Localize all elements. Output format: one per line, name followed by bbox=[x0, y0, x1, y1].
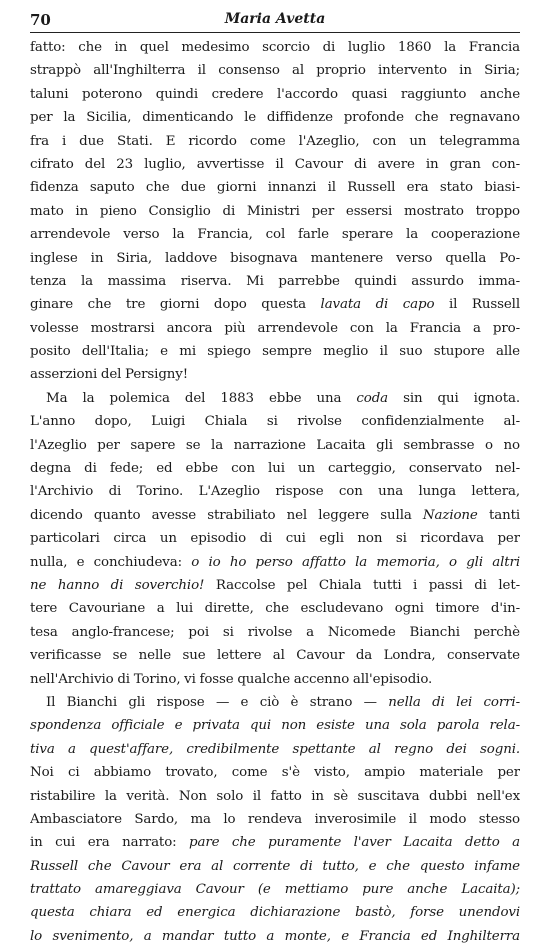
text-line bbox=[30, 363, 520, 386]
text-line bbox=[30, 83, 520, 106]
text-run: volesse mostrarsi ancora più arrendevole con la Francia a pro- bbox=[30, 320, 520, 336]
text-line bbox=[30, 831, 520, 854]
text-line bbox=[30, 691, 520, 714]
text-line bbox=[30, 457, 520, 480]
text-run: cifrato del 23 luglio, avvertisse il Cavour di avere in gran con- bbox=[30, 156, 520, 172]
text-run: ristabilire la verità. Non solo il fatto in sè suscitava dubbi nell'ex bbox=[30, 788, 520, 804]
text-line bbox=[30, 200, 520, 223]
text-line bbox=[30, 36, 520, 59]
text-line bbox=[30, 551, 520, 574]
text-line bbox=[30, 480, 520, 503]
text-run: strappò all'Inghilterra il consenso al proprio intervento in Siria; bbox=[30, 63, 520, 79]
text-run: fidenza saputo che due giorni innanzi il Russell era stato biasi- bbox=[30, 180, 520, 196]
text-line bbox=[30, 574, 520, 597]
text-run: posito dell'Italia; e mi spiego sempre meglio il suo stupore alle bbox=[30, 344, 520, 360]
text-line bbox=[30, 761, 520, 784]
text-run: tenza la massima riserva. Mi parrebbe quindi assurdo imma- bbox=[30, 273, 520, 289]
text-run: fatto: che in quel medesimo scorcio di luglio 1860 la Francia bbox=[30, 40, 520, 55]
text-line bbox=[30, 434, 520, 457]
text-line bbox=[30, 176, 520, 199]
text-run: arrendevole verso la Francia, col farle sperare la cooperazione bbox=[30, 227, 520, 243]
italic-text-run: o io ho perso affatto la memoria, o gli altri bbox=[191, 554, 520, 570]
text-run: tesa anglo-francese; poi si rivolse a Nicomede Bianchi perchè bbox=[30, 624, 520, 640]
running-title: Maria Avetta bbox=[224, 11, 326, 27]
text-line bbox=[30, 293, 520, 316]
text-line bbox=[30, 270, 520, 293]
italic-text-run: Russell che Cavour era al corrente di tutto, e che questo infame bbox=[30, 858, 520, 874]
text-run: degna di fede; ed ebbe con lui un carteggio, conservato nel- bbox=[30, 461, 520, 477]
text-line bbox=[30, 714, 520, 737]
text-line bbox=[30, 855, 520, 878]
text-run: Il Bianchi gli rispose — e ciò è strano — bbox=[46, 694, 389, 710]
page-number: 70 bbox=[30, 11, 51, 29]
text-line bbox=[30, 247, 520, 270]
text-line bbox=[30, 340, 520, 363]
text-run: L'anno dopo, Luigi Chiala si rivolse confidenzialmente al- bbox=[30, 414, 520, 430]
italic-text-run: lo svenimento, a mandar tutto a monte, e Francia ed Inghilterra bbox=[30, 928, 520, 944]
text-line bbox=[30, 527, 520, 550]
text-run: dicendo quanto avesse strabiliato nel leggere sulla bbox=[30, 507, 423, 523]
text-run: in cui era narrato: bbox=[30, 835, 190, 851]
text-run: nell'Archivio di Torino, vi fosse qualche accenno all'episodio. bbox=[30, 671, 433, 687]
text-line bbox=[30, 621, 520, 644]
italic-text-run: tiva a quest'affare, credibilmente spettante al regno dei sogni. bbox=[30, 741, 520, 757]
document-page bbox=[30, 8, 520, 948]
body-text bbox=[30, 36, 520, 948]
text-line bbox=[30, 153, 520, 176]
text-line bbox=[30, 597, 520, 620]
text-run: inglese in Siria, laddove bisognava mantenere verso quella Po- bbox=[30, 250, 520, 266]
text-run: ginare che tre giorni dopo questa bbox=[30, 297, 321, 313]
text-run: taluni poterono quindi credere l'accordo quasi raggiunto anche bbox=[30, 86, 520, 102]
text-line bbox=[30, 106, 520, 129]
text-run: asserzioni del Persigny! bbox=[30, 367, 189, 383]
italic-text-run: coda bbox=[356, 390, 389, 406]
text-line bbox=[30, 644, 520, 667]
text-line bbox=[30, 504, 520, 527]
text-line bbox=[30, 387, 520, 410]
text-line bbox=[30, 59, 520, 82]
text-run: il Russell bbox=[434, 297, 520, 313]
text-run: fra i due Stati. E ricordo come l'Azeglio, con un telegramma bbox=[30, 133, 520, 149]
running-header bbox=[30, 8, 520, 33]
text-run: particolari circa un episodio di cui egli non si ricordava per bbox=[30, 531, 520, 547]
text-run: tanti bbox=[477, 507, 520, 523]
text-line bbox=[30, 738, 520, 761]
text-line bbox=[30, 668, 520, 691]
text-line bbox=[30, 410, 520, 433]
text-line bbox=[30, 130, 520, 153]
italic-text-run: ne hanno di soverchio! bbox=[30, 577, 205, 593]
text-line bbox=[30, 878, 520, 901]
italic-text-run: lavata di capo bbox=[320, 297, 435, 313]
text-line bbox=[30, 223, 520, 246]
text-line bbox=[30, 925, 520, 948]
text-line bbox=[30, 901, 520, 924]
text-run: tere Cavouriane a lui dirette, che escludevano ogni timore d'in- bbox=[30, 601, 520, 617]
text-run: Ambasciatore Sardo, ma lo rendeva inverosimile il modo stesso bbox=[30, 811, 520, 827]
text-run: l'Archivio di Torino. L'Azeglio rispose con una lunga lettera, bbox=[30, 484, 520, 500]
text-run: mato in pieno Consiglio di Ministri per essersi mostrato troppo bbox=[30, 203, 520, 219]
italic-text-run: pare che puramente l'aver Lacaita detto a bbox=[189, 835, 520, 851]
text-run: sin qui ignota. bbox=[388, 390, 520, 406]
text-run: Noi ci abbiamo trovato, come s'è visto, ampio materiale per bbox=[30, 765, 520, 781]
italic-text-run: spondenza officiale e privata qui non esiste una sola parola rela- bbox=[30, 718, 520, 734]
italic-text-run: Nazione bbox=[422, 507, 478, 523]
text-run: Raccolse pel Chiala tutti i passi di let- bbox=[204, 577, 520, 593]
text-line bbox=[30, 317, 520, 340]
italic-text-run: nella di lei corri- bbox=[388, 694, 520, 710]
italic-text-run: trattato amareggiava Cavour (e mettiamo pure anche Lacaita); bbox=[30, 882, 520, 898]
italic-text-run: questa chiara ed energica dichiarazione bastò, forse unendovi bbox=[30, 905, 520, 921]
text-run: l'Azeglio per sapere se la narrazione Lacaita gli sembrasse o no bbox=[30, 437, 520, 453]
text-run: nulla, e conchiudeva: bbox=[30, 554, 192, 570]
text-run: Ma la polemica del 1883 ebbe una bbox=[46, 390, 357, 406]
text-line bbox=[30, 785, 520, 808]
text-line bbox=[30, 808, 520, 831]
text-run: verificasse se nelle sue lettere al Cavour da Londra, conservate bbox=[30, 648, 520, 664]
text-run: per la Sicilia, dimenticando le diffidenze profonde che regnavano bbox=[30, 110, 520, 126]
